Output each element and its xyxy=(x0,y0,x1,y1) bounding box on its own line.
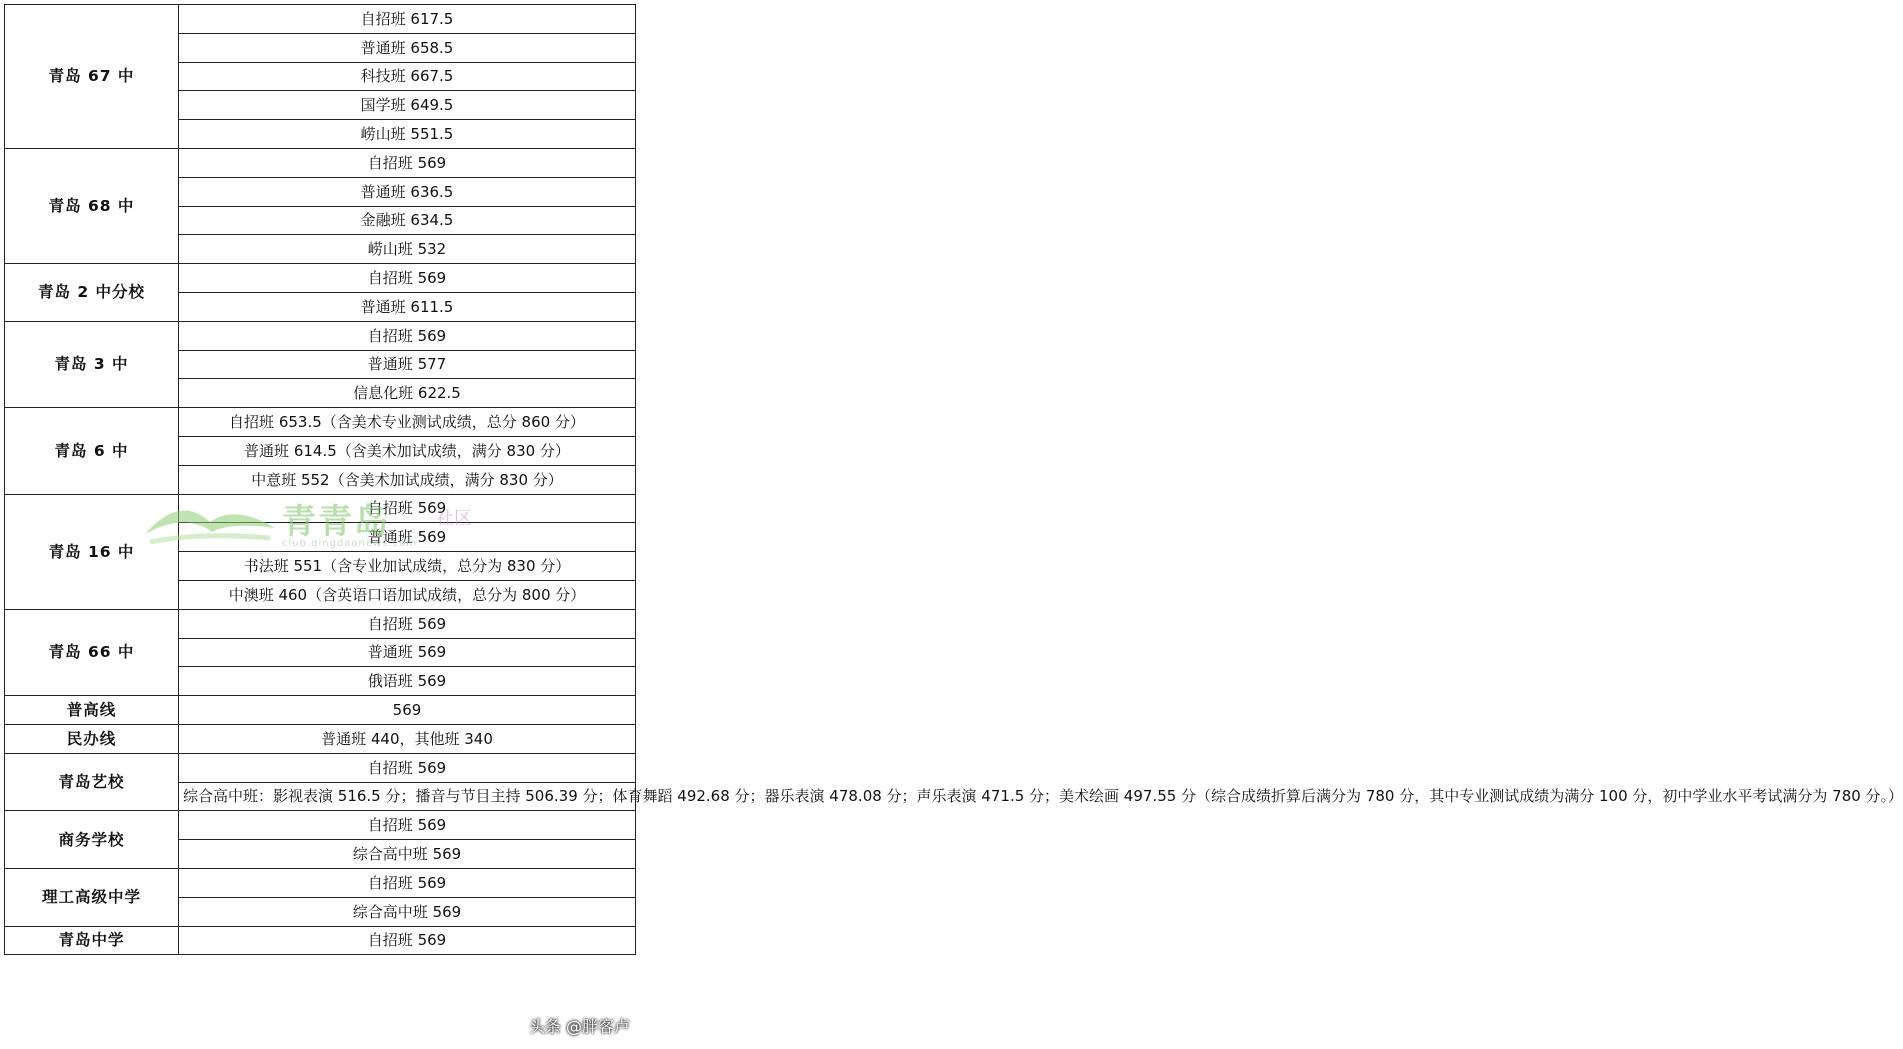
school-name: 普高线 xyxy=(5,696,179,725)
table-row xyxy=(5,148,636,177)
class-score: 普通班 569 xyxy=(179,638,636,667)
class-score: 自招班 569 xyxy=(179,264,636,293)
table-row xyxy=(5,408,636,437)
class-score: 自招班 569 xyxy=(179,321,636,350)
class-score-detail: 综合高中班：影视表演 516.5 分；播音与节目主持 506.39 分；体育舞蹈 492.68 分；器乐表演 478.08 分；声乐表演 471.5 分；美术绘画 497.55 分（综合成绩折算后满分为 780 分，其中专业测试成绩为满分 100 分，初中学业水平考试满分为 780 分。） xyxy=(179,782,636,811)
watermark-url: club.qingdaonews.com xyxy=(282,538,417,549)
class-score: 自招班 569 xyxy=(179,494,636,523)
school-name: 民办线 xyxy=(5,724,179,753)
school-name: 理工高级中学 xyxy=(5,868,179,926)
school-name: 青岛 2 中分校 xyxy=(5,264,179,322)
table-row xyxy=(5,868,636,897)
school-name: 青岛 3 中 xyxy=(5,321,179,407)
table-row xyxy=(5,811,636,840)
class-score: 中意班 552（含美术加试成绩，满分 830 分） xyxy=(179,465,636,494)
table-row xyxy=(5,609,636,638)
class-score: 自招班 569 xyxy=(179,753,636,782)
class-score: 自招班 569 xyxy=(179,148,636,177)
school-name: 青岛 16 中 xyxy=(5,494,179,609)
school-name: 商务学校 xyxy=(5,811,179,869)
class-score: 国学班 649.5 xyxy=(179,91,636,120)
class-score: 崂山班 532 xyxy=(179,235,636,264)
school-name: 青岛 67 中 xyxy=(5,5,179,149)
class-score: 普通班 440，其他班 340 xyxy=(179,724,636,753)
class-score: 崂山班 551.5 xyxy=(179,120,636,149)
class-score: 自招班 569 xyxy=(179,926,636,955)
table-row xyxy=(5,264,636,293)
class-score: 普通班 569 xyxy=(179,523,636,552)
class-score: 普通班 614.5（含美术加试成绩，满分 830 分） xyxy=(179,436,636,465)
school-name: 青岛 6 中 xyxy=(5,408,179,494)
class-score: 自招班 569 xyxy=(179,609,636,638)
class-score: 金融班 634.5 xyxy=(179,206,636,235)
class-score: 综合高中班 569 xyxy=(179,897,636,926)
table-row xyxy=(5,926,636,955)
class-score: 综合高中班 569 xyxy=(179,840,636,869)
class-score: 普通班 611.5 xyxy=(179,292,636,321)
author-credit: 头条 @胖客卢 xyxy=(528,1017,630,1036)
class-score: 自招班 569 xyxy=(179,811,636,840)
school-name: 青岛艺校 xyxy=(5,753,179,811)
table-row xyxy=(5,753,636,782)
watermark-suffix: 社区 xyxy=(436,508,472,529)
admission-score-table xyxy=(4,4,1903,955)
class-score: 信息化班 622.5 xyxy=(179,379,636,408)
class-score: 普通班 636.5 xyxy=(179,177,636,206)
table-row xyxy=(5,5,636,34)
class-score: 中澳班 460（含英语口语加试成绩，总分为 800 分） xyxy=(179,580,636,609)
class-score: 自招班 569 xyxy=(179,868,636,897)
table-row xyxy=(5,321,636,350)
class-score: 普通班 577 xyxy=(179,350,636,379)
school-name: 青岛 68 中 xyxy=(5,148,179,263)
school-name: 青岛 66 中 xyxy=(5,609,179,695)
table-row xyxy=(5,724,636,753)
class-score: 科技班 667.5 xyxy=(179,62,636,91)
watermark-text: 青青岛 xyxy=(282,502,390,542)
class-score: 普通班 658.5 xyxy=(179,33,636,62)
table-row xyxy=(5,494,636,523)
class-score: 自招班 653.5（含美术专业测试成绩，总分 860 分） xyxy=(179,408,636,437)
class-score: 自招班 617.5 xyxy=(179,5,636,34)
school-name: 青岛中学 xyxy=(5,926,179,955)
class-score: 569 xyxy=(179,696,636,725)
table-row xyxy=(5,696,636,725)
class-score: 俄语班 569 xyxy=(179,667,636,696)
class-score: 书法班 551（含专业加试成绩，总分为 830 分） xyxy=(179,552,636,581)
